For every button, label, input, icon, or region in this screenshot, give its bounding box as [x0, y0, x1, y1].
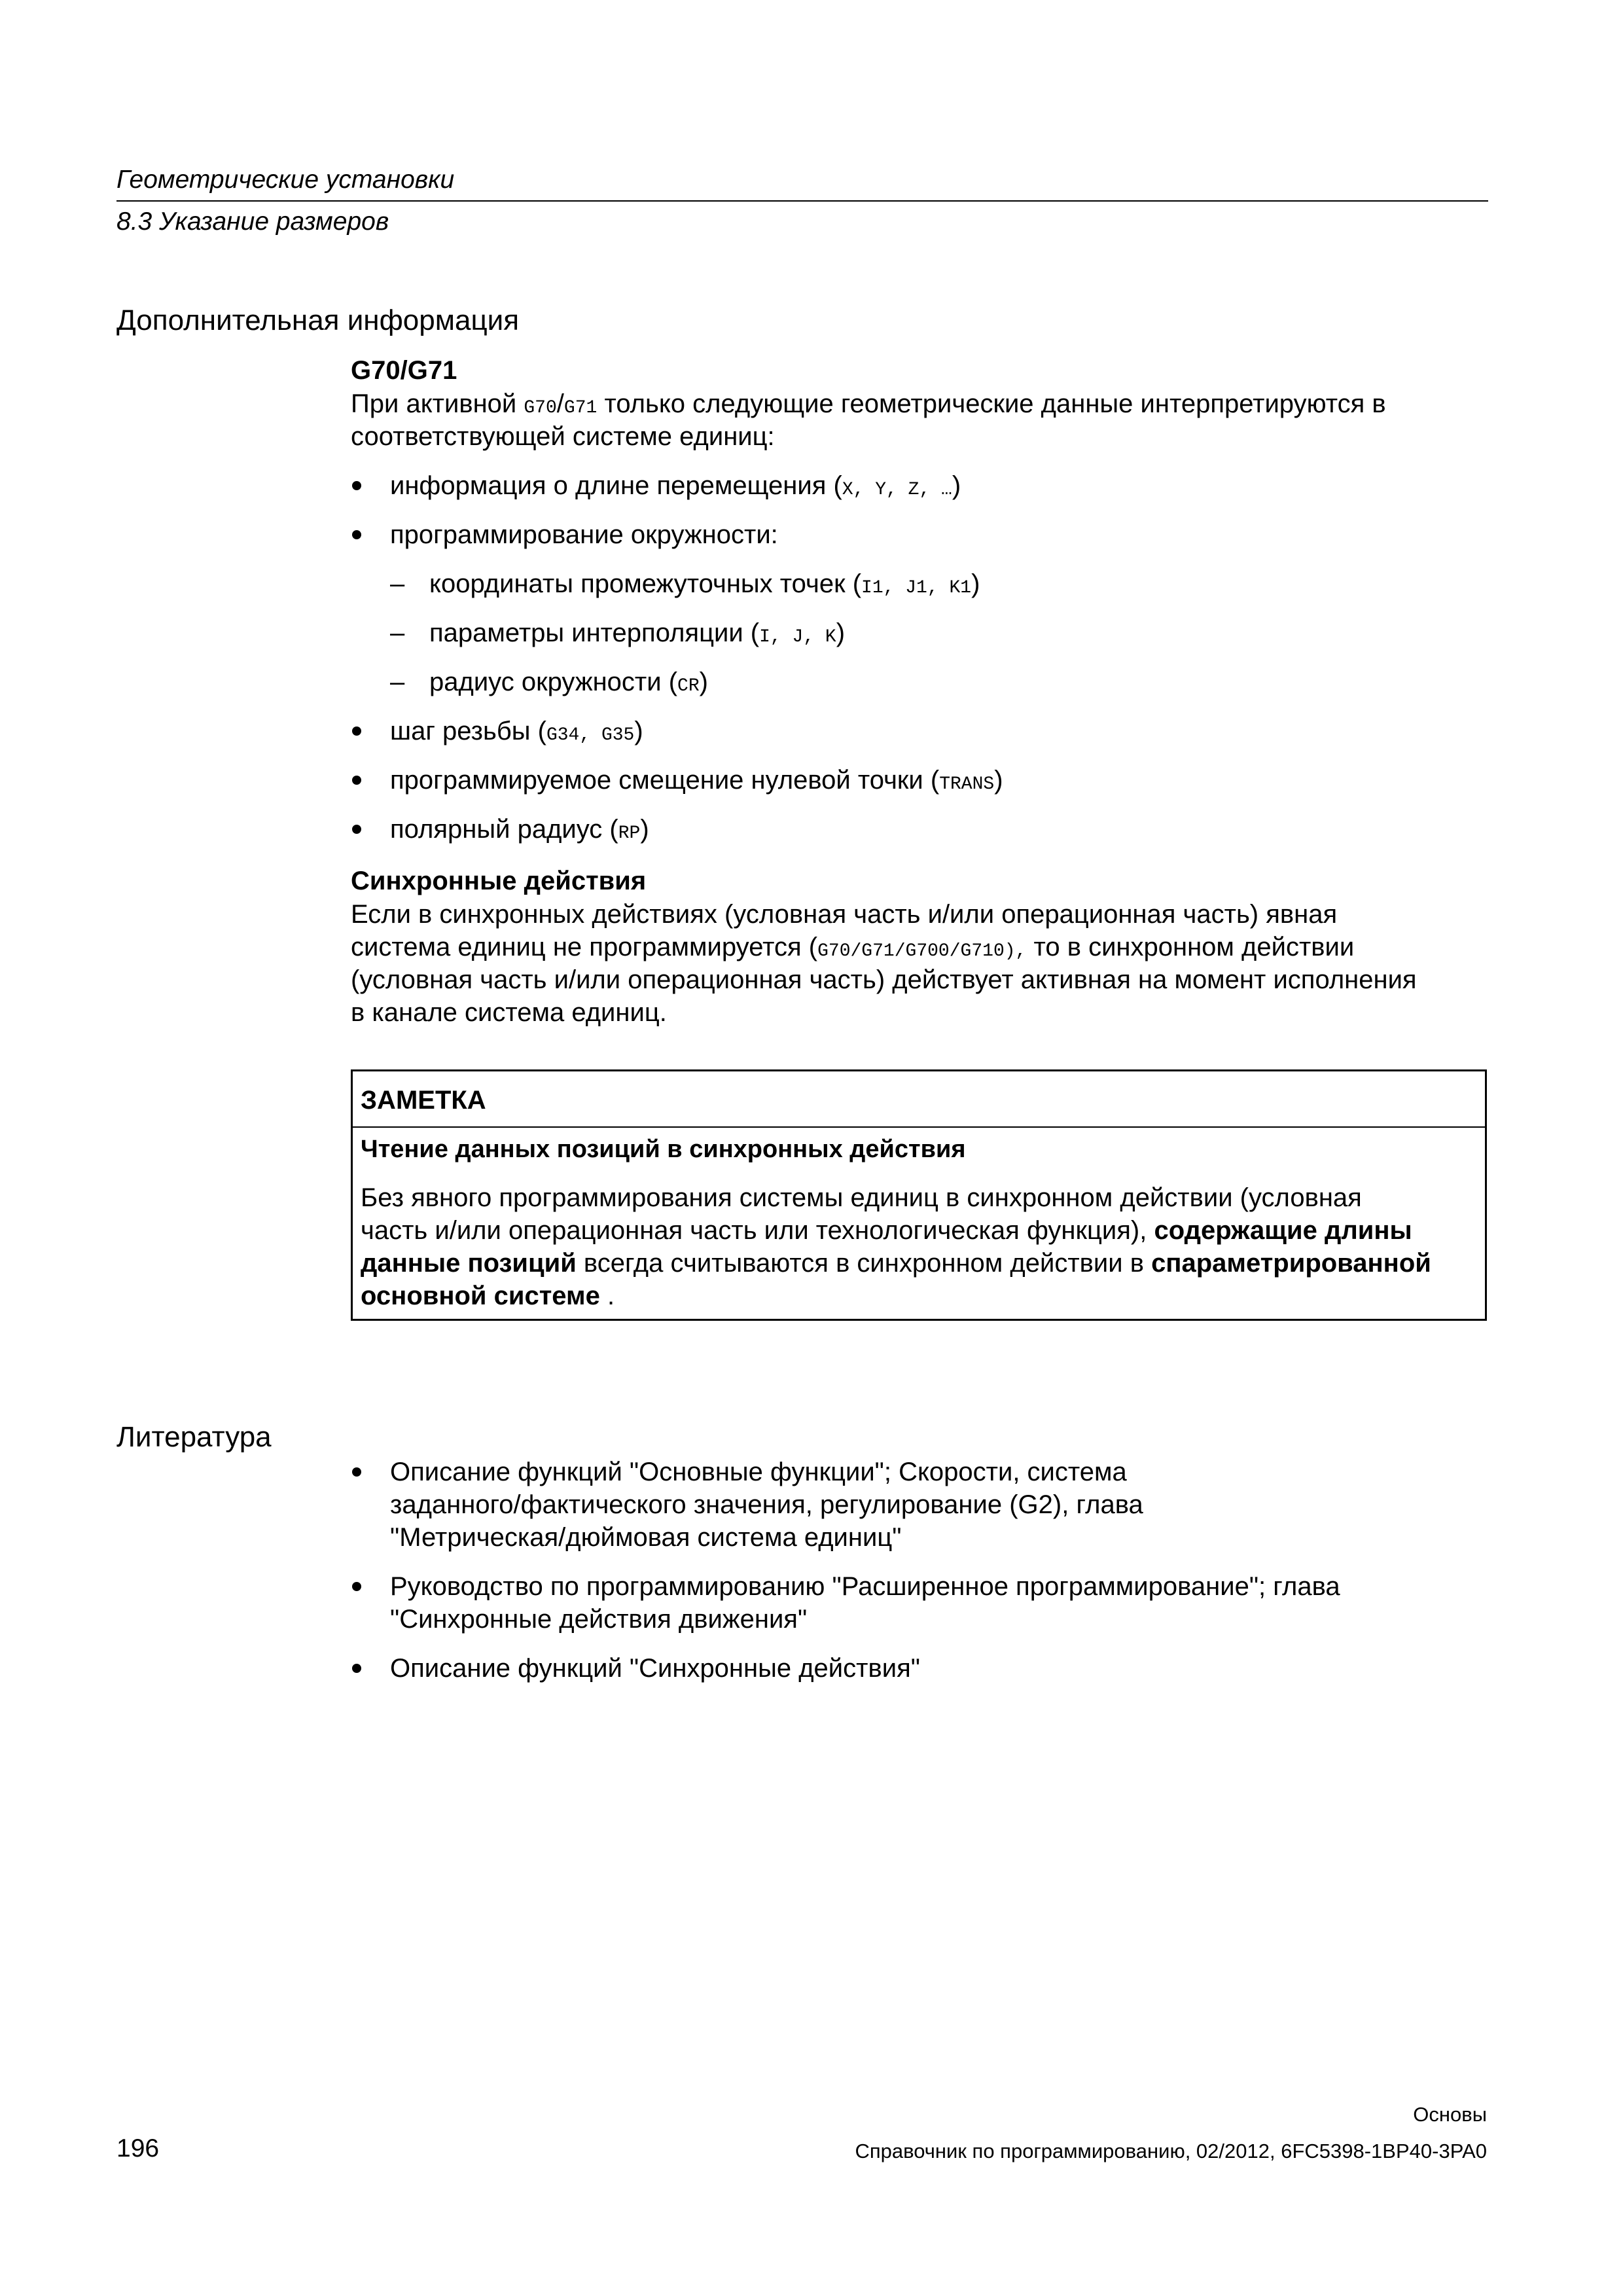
sync-paragraph-line2: система единиц не программируется (G70/G71/G700/G710), то в синхронном действии [351, 933, 1355, 961]
running-header-section: 8.3 Указание размеров [116, 207, 389, 236]
section-heading-literature: Литература [116, 1421, 272, 1453]
sync-paragraph-line1: Если в синхронных действиях (условная часть и/или операционная часть) явная [351, 900, 1338, 929]
bullet-icon [352, 1467, 361, 1477]
footer-reference: Справочник по программированию, 02/2012, 6FC5398-1BP40-3PA0 [855, 2140, 1487, 2162]
section-heading-additional-info: Дополнительная информация [116, 304, 520, 336]
g70-intro-line1: При активной G70/G71 только следующие геометрические данные интерпретируются в [351, 389, 1386, 418]
bullet-icon [352, 1664, 361, 1673]
note-body: Без явного программирования системы единиц в синхронном действии (условная часть и/или операционная часть или технологическая функция), содержащие длины данные позиций всегда считываются в синхронном действии в спараметрированной основной системе . [361, 1183, 1431, 1310]
note-box [351, 1069, 1487, 1321]
subheading-g70-g71: G70/G71 [351, 356, 457, 385]
subheading-sync-actions: Синхронные действия [351, 867, 647, 895]
running-header-chapter: Геометрические установки [116, 166, 455, 194]
bullet-icon [352, 776, 361, 785]
header-rule [116, 200, 1488, 202]
g70-intro-line2: соответствующей системе единиц: [351, 422, 775, 451]
sync-paragraph-line3: (условная часть и/или операционная часть) действует активная на момент исполнения [351, 965, 1417, 994]
bullet-icon [352, 1582, 361, 1591]
bullet-icon [352, 726, 361, 736]
footer-book-title: Основы [1413, 2103, 1487, 2126]
note-title-row [353, 1071, 1485, 1128]
note-title: ЗАМЕТКА [361, 1086, 486, 1115]
sync-paragraph-line4: в канале система единиц. [351, 998, 667, 1027]
bullet-icon [352, 530, 361, 539]
page-number: 196 [116, 2134, 160, 2162]
bullet-icon [352, 825, 361, 834]
note-subtitle: Чтение данных позиций в синхронных действия [361, 1136, 966, 1163]
bullet-icon [352, 481, 361, 490]
